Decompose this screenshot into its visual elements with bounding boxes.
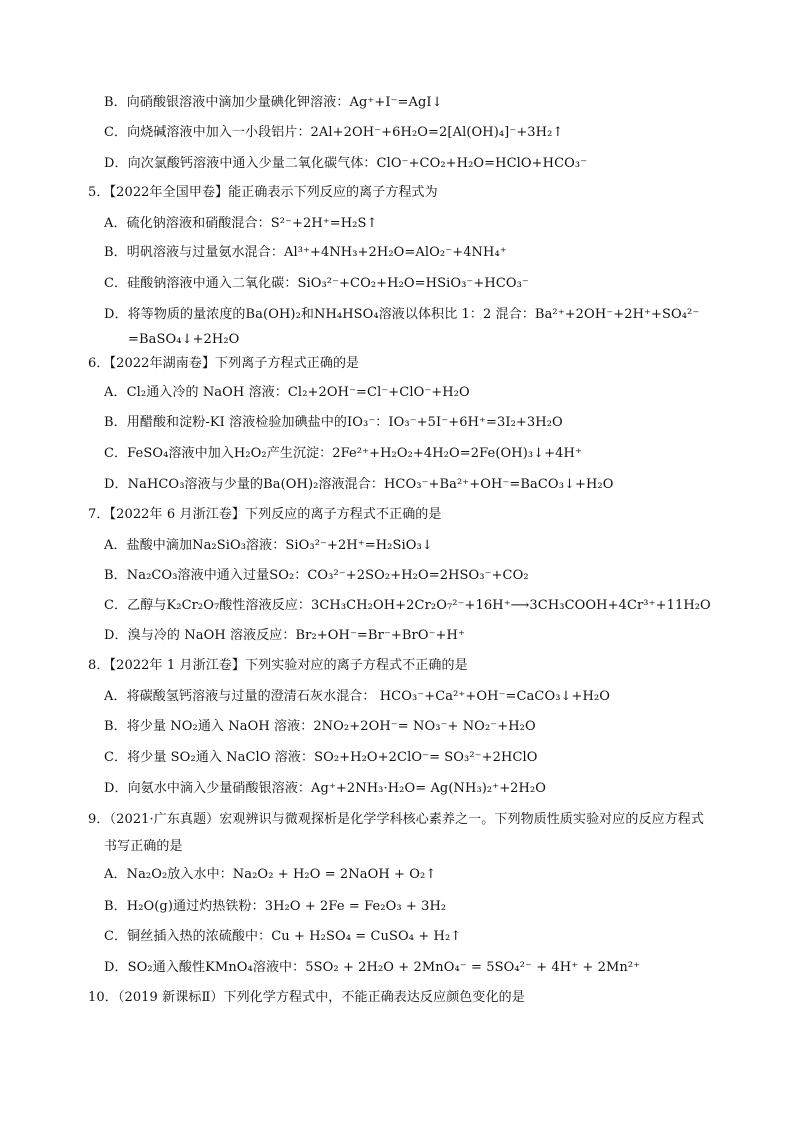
q7-option-a: A．盐酸中滴加Na₂SiO₃溶液：SiO₃²⁻+2H⁺=H₂SiO₃↓ bbox=[104, 538, 433, 553]
q9-option-a: A．Na₂O₂放入水中：Na₂O₂ + H₂O = 2NaOH + O₂↑ bbox=[104, 867, 437, 882]
q7-option-b: B．Na₂CO₃溶液中通入过量SO₂：CO₃²⁻+2SO₂+H₂O=2HSO₃⁻+CO₂ bbox=[104, 568, 529, 583]
q8-option-d: D．向氨水中滴入少量硝酸银溶液：Ag⁺+2NH₃·H₂O= Ag(NH₃)₂⁺+2H₂O bbox=[104, 781, 547, 796]
q4-option-c: C．向烧碱溶液中加入一小段铝片：2Al+2OH⁻+6H₂O=2[Al(OH)₄]⁻+3H₂↑ bbox=[104, 125, 564, 140]
q5-option-d: D．将等物质的量浓度的Ba(OH)₂和NH₄HSO₄溶液以体积比 1：2 混合：Ba²⁺+2OH⁻+2H⁺+SO₄²⁻ bbox=[104, 307, 700, 322]
q5-option-a: A．硫化钠溶液和硝酸混合：S²⁻+2H⁺=H₂S↑ bbox=[104, 216, 378, 231]
q9-stem-continued: 书写正确的是 bbox=[104, 839, 183, 854]
q6-option-c: C．FeSO₄溶液中加入H₂O₂产生沉淀：2Fe²⁺+H₂O₂+4H₂O=2Fe(OH)₃↓+4H⁺ bbox=[104, 446, 582, 461]
q5-option-c: C．硅酸钠溶液中通入二氧化碳：SiO₃²⁻+CO₂+H₂O=HSiO₃⁻+HCO₃⁻ bbox=[104, 276, 529, 291]
q8-option-a: A．将碳酸氢钙溶液与过量的澄清石灰水混合： HCO₃⁻+Ca²⁺+OH⁻=CaCO₃↓+H₂O bbox=[104, 689, 611, 704]
q5-option-b: B．明矾溶液与过量氨水混合：Al³⁺+4NH₃+2H₂O=AlO₂⁻+4NH₄⁺ bbox=[104, 245, 507, 260]
q9-stem: 9．（2021·广东真题）宏观辨识与微观探析是化学学科核心素养之一。下列物质性质实验对应的反应方程式 bbox=[88, 812, 704, 827]
q8-stem: 8．【2022年 1 月浙江卷】下列实验对应的离子方程式不正确的是 bbox=[88, 658, 468, 673]
q9-option-b: B．H₂O(g)通过灼热铁粉：3H₂O + 2Fe = Fe₂O₃ + 3H₂ bbox=[104, 899, 447, 914]
q4-option-b: B．向硝酸银溶液中滴加少量碘化钾溶液：Ag⁺+I⁻=AgI↓ bbox=[104, 95, 443, 110]
q6-stem: 6．【2022年湖南卷】下列离子方程式正确的是 bbox=[88, 356, 360, 371]
q9-option-c: C．铜丝插入热的浓硫酸中：Cu + H₂SO₄ = CuSO₄ + H₂↑ bbox=[104, 929, 462, 944]
q5-stem: 5．【2022年全国甲卷】能正确表示下列反应的离子方程式为 bbox=[88, 185, 438, 200]
q7-option-c: C．乙醇与K₂Cr₂O₇酸性溶液反应：3CH₃CH₂OH+2Cr₂O₇²⁻+16H⁺⟶3CH₃COOH+4Cr³⁺+11H₂O bbox=[104, 598, 711, 613]
q8-option-c: C．将少量 SO₂通入 NaClO 溶液：SO₂+H₂O+2ClO⁻= SO₃²⁻+2HClO bbox=[104, 750, 538, 765]
q6-option-a: A．Cl₂通入冷的 NaOH 溶液：Cl₂+2OH⁻=Cl⁻+ClO⁻+H₂O bbox=[104, 385, 470, 400]
q7-stem: 7．【2022年 6 月浙江卷】下列反应的离子方程式不正确的是 bbox=[88, 507, 442, 522]
q10-stem: 10．（2019 新课标Ⅱ）下列化学方程式中，不能正确表达反应颜色变化的是 bbox=[88, 990, 525, 1005]
q7-option-d: D．溴与冷的 NaOH 溶液反应：Br₂+OH⁻=Br⁻+BrO⁻+H⁺ bbox=[104, 628, 465, 643]
q9-option-d: D．SO₂通入酸性KMnO₄溶液中：5SO₂ + 2H₂O + 2MnO₄⁻ = 5SO₄²⁻ + 4H⁺ + 2Mn²⁺ bbox=[104, 960, 641, 975]
q6-option-b: B．用醋酸和淀粉-KI 溶液检验加碘盐中的IO₃⁻：IO₃⁻+5I⁻+6H⁺=3I₂+3H₂O bbox=[104, 415, 563, 430]
q6-option-d: D．NaHCO₃溶液与少量的Ba(OH)₂溶液混合：HCO₃⁻+Ba²⁺+OH⁻=BaCO₃↓+H₂O bbox=[104, 477, 614, 492]
q8-option-b: B．将少量 NO₂通入 NaOH 溶液：2NO₂+2OH⁻= NO₃⁻+ NO₂⁻+H₂O bbox=[104, 719, 536, 734]
q4-option-d: D．向次氯酸钙溶液中通入少量二氧化碳气体：ClO⁻+CO₂+H₂O=HClO+HCO₃⁻ bbox=[104, 156, 588, 171]
q5-option-d-continued: =BaSO₄↓+2H₂O bbox=[128, 332, 240, 347]
